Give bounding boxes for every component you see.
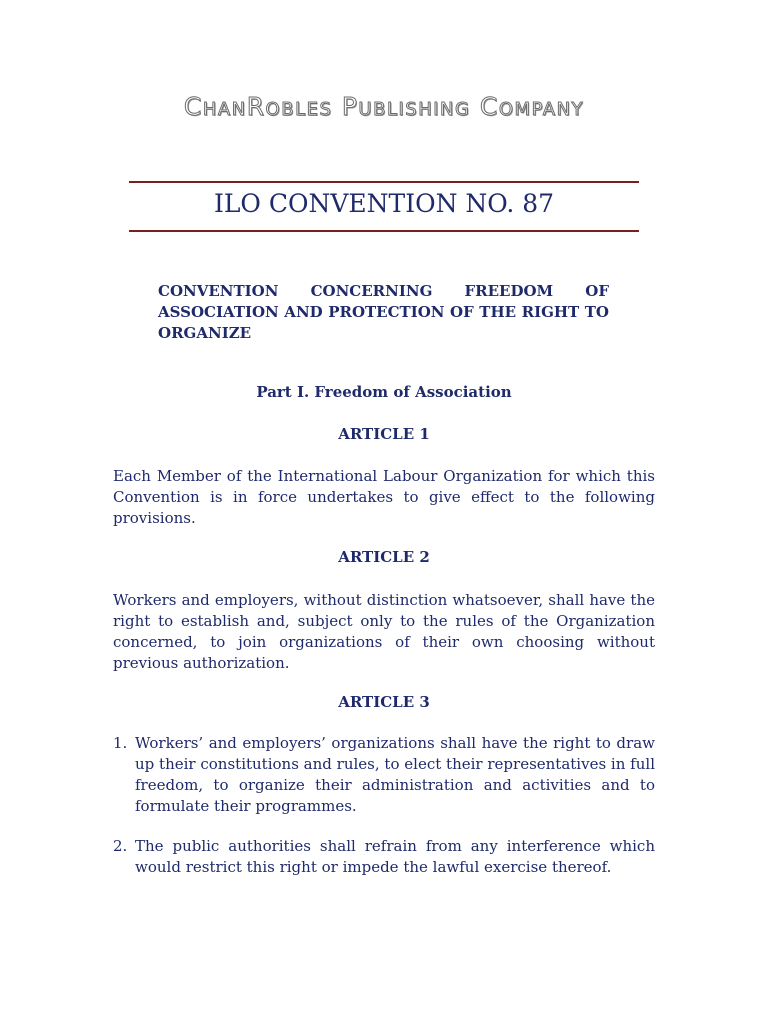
article-1-heading: ARTICLE 1 bbox=[338, 425, 430, 443]
article-3-heading: ARTICLE 3 bbox=[338, 693, 430, 711]
title-rule-top bbox=[129, 181, 639, 183]
title-rule-bottom bbox=[129, 230, 639, 232]
list-item-number: 2. bbox=[113, 837, 128, 855]
article-2-heading: ARTICLE 2 bbox=[338, 548, 430, 566]
list-item-text: Workers’ and employers’ organizations shall have the right to draw up their constitutions and rules, to elect their representatives in full freedom, to organize their administration and activities and to formulate their programmes. bbox=[135, 734, 655, 815]
convention-subtitle: CONVENTION CONCERNING FREEDOM OF ASSOCIATION AND PROTECTION OF THE RIGHT TO ORGANIZE bbox=[158, 282, 609, 342]
publisher-name: ChanRobles Publishing Company bbox=[183, 92, 585, 121]
article-2-text: Workers and employers, without distinction whatsoever, shall have the right to establish and, subject only to the rules of the Organization concerned, to join organizations of their own choosing without previous authorization. bbox=[113, 591, 655, 672]
article-1-text: Each Member of the International Labour Organization for which this Convention is in force undertakes to give effect to the following provisions. bbox=[113, 467, 655, 527]
document-title: ILO CONVENTION NO. 87 bbox=[213, 189, 555, 218]
list-item-text: The public authorities shall refrain from any interference which would restrict this right or impede the lawful exercise thereof. bbox=[135, 837, 655, 876]
part-heading: Part I. Freedom of Association bbox=[256, 383, 512, 401]
list-item-number: 1. bbox=[113, 734, 128, 752]
